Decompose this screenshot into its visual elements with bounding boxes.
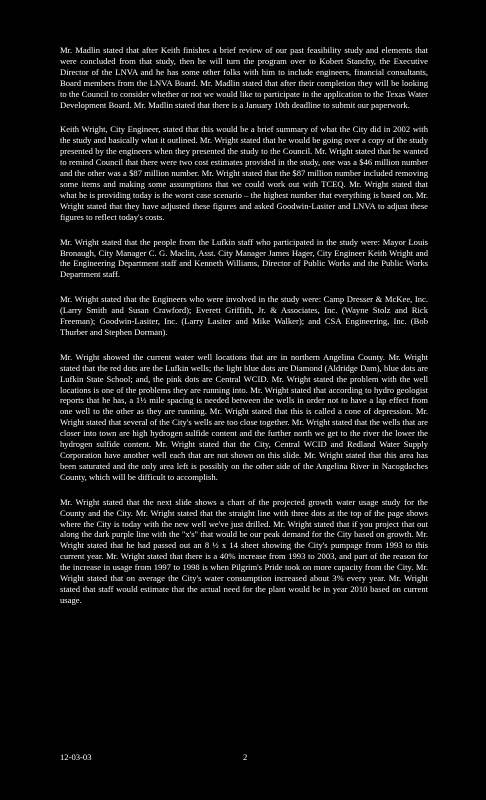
- paragraph-5: Mr. Wright showed the current water well locations that are in northern Angelina County. Mr. Wright stated that the red dots are the Lufkin wells; the light blue dots are Diamond (Aldridge Dam), blue dots are Lufkin State School; and, the pink dots are Central WCID. Mr. Wright stated the problem with the well locations is one of the problems they are running into. Mr. Wright stated that according to hydro geologist reports that he has, a 1½ mile spacing is needed between the wells in order not to have a lap effect from one well to the other as they are running. Mr. Wright stated that this is called a cone of depression. Mr. Wright stated that several of the City's wells are too close together. Mr. Wright stated that the wells that are closer into town are high hydrogen sulfide content and the further north we get to the river the lower the hydrogen sulfide content. Mr. Wright stated that the City, Central WCID and Redland Water Supply Corporation have another well each that are not shown on this slide. Mr. Wright stated that this area has been saturated and the only area left is possibly on the other side of the Angelina River in Nacogdoches County, which will be difficult to accomplish.: [60, 351, 428, 482]
- footer-date: 12-03-03: [60, 752, 92, 762]
- paragraph-6: Mr. Wright stated that the next slide shows a chart of the projected growth water usage study for the County and the City. Mr. Wright stated that the straight line with three dots at the top of the page shows where the City is today with the new well we've just drilled. Mr. Wright stated that if you project that out along the dark purple line with the "x's" that would be our peak demand for the City based on growth. Mr. Wright stated that he had passed out an 8 ½ x 14 sheet showing the City's pumpage from 1993 to this current year. Mr. Wright stated that there is a 40% increase from 1993 to 2003, and part of the reason for the increase in usage from 1997 to 1998 is when Pilgrim's Pride took on more capacity from the City. Mr. Wright stated that on average the City's water consumption increased about 3% every year. Mr. Wright stated that staff would estimate that the actual need for the plant would be in year 2010 based on current usage.: [60, 496, 428, 605]
- paragraph-2: Keith Wright, City Engineer, stated that this would be a brief summary of what the City did in 2002 with the study and basically what it outlined. Mr. Wright stated that he would be going over a copy of the study presented by the engineers when they presented the study to the Council. Mr. Wright stated that he wanted to remind Council that there were two cost estimates provided in the study, one was a $46 million number and the other was a $87 million number. Mr. Wright stated that the $87 million number included removing some items and making some assumptions that we could work out with TCEQ. Mr. Wright stated that what he is providing today is the worst case scenario – the highest number that everything is based on. Mr. Wright stated that they have adjusted these figures and asked Goodwin-Lasiter and LNVA to adjust these figures to reflect today's costs.: [60, 124, 428, 222]
- paragraph-1: Mr. Madlin stated that after Keith finishes a brief review of our past feasibility study and elements that were concluded from that study, then he will turn the program over to Kobert Stanchy, the Executive Director of the LNVA and he has some other folks with him to include engineers, financial consultants, Board members from the LNVA Board. Mr. Madlin stated that after their completion they will be looking to the Council to consider whether or not we would like to participate in the application to the Texas Water Development Board. Mr. Madlin stated that there is a January 10th deadline to submit our paperwork.: [60, 45, 428, 110]
- document-body: [60, 45, 428, 620]
- paragraph-4: Mr. Wright stated that the Engineers who were involved in the study were: Camp Dresser & McKee, Inc. (Larry Smith and Susan Crawford); Everett Griffith, Jr. & Associates, Inc. (Wayne Stolz and Rick Freeman); Goodwin-Lasiter, Inc. (Larry Lasiter and Mike Walker); and CSA Engineering, Inc. (Bob Thurber and Stephen Dorman).: [60, 294, 428, 337]
- paragraph-3: Mr. Wright stated that the people from the Lufkin staff who participated in the study were: Mayor Louis Bronaugh, City Manager C. G. Maclin, Asst. City Manager James Hager, City Engineer Keith Wright and the Engineering Department staff and Kenneth Williams, Director of Public Works and the Public Works Department staff.: [60, 236, 428, 280]
- page-number: 2: [243, 752, 248, 762]
